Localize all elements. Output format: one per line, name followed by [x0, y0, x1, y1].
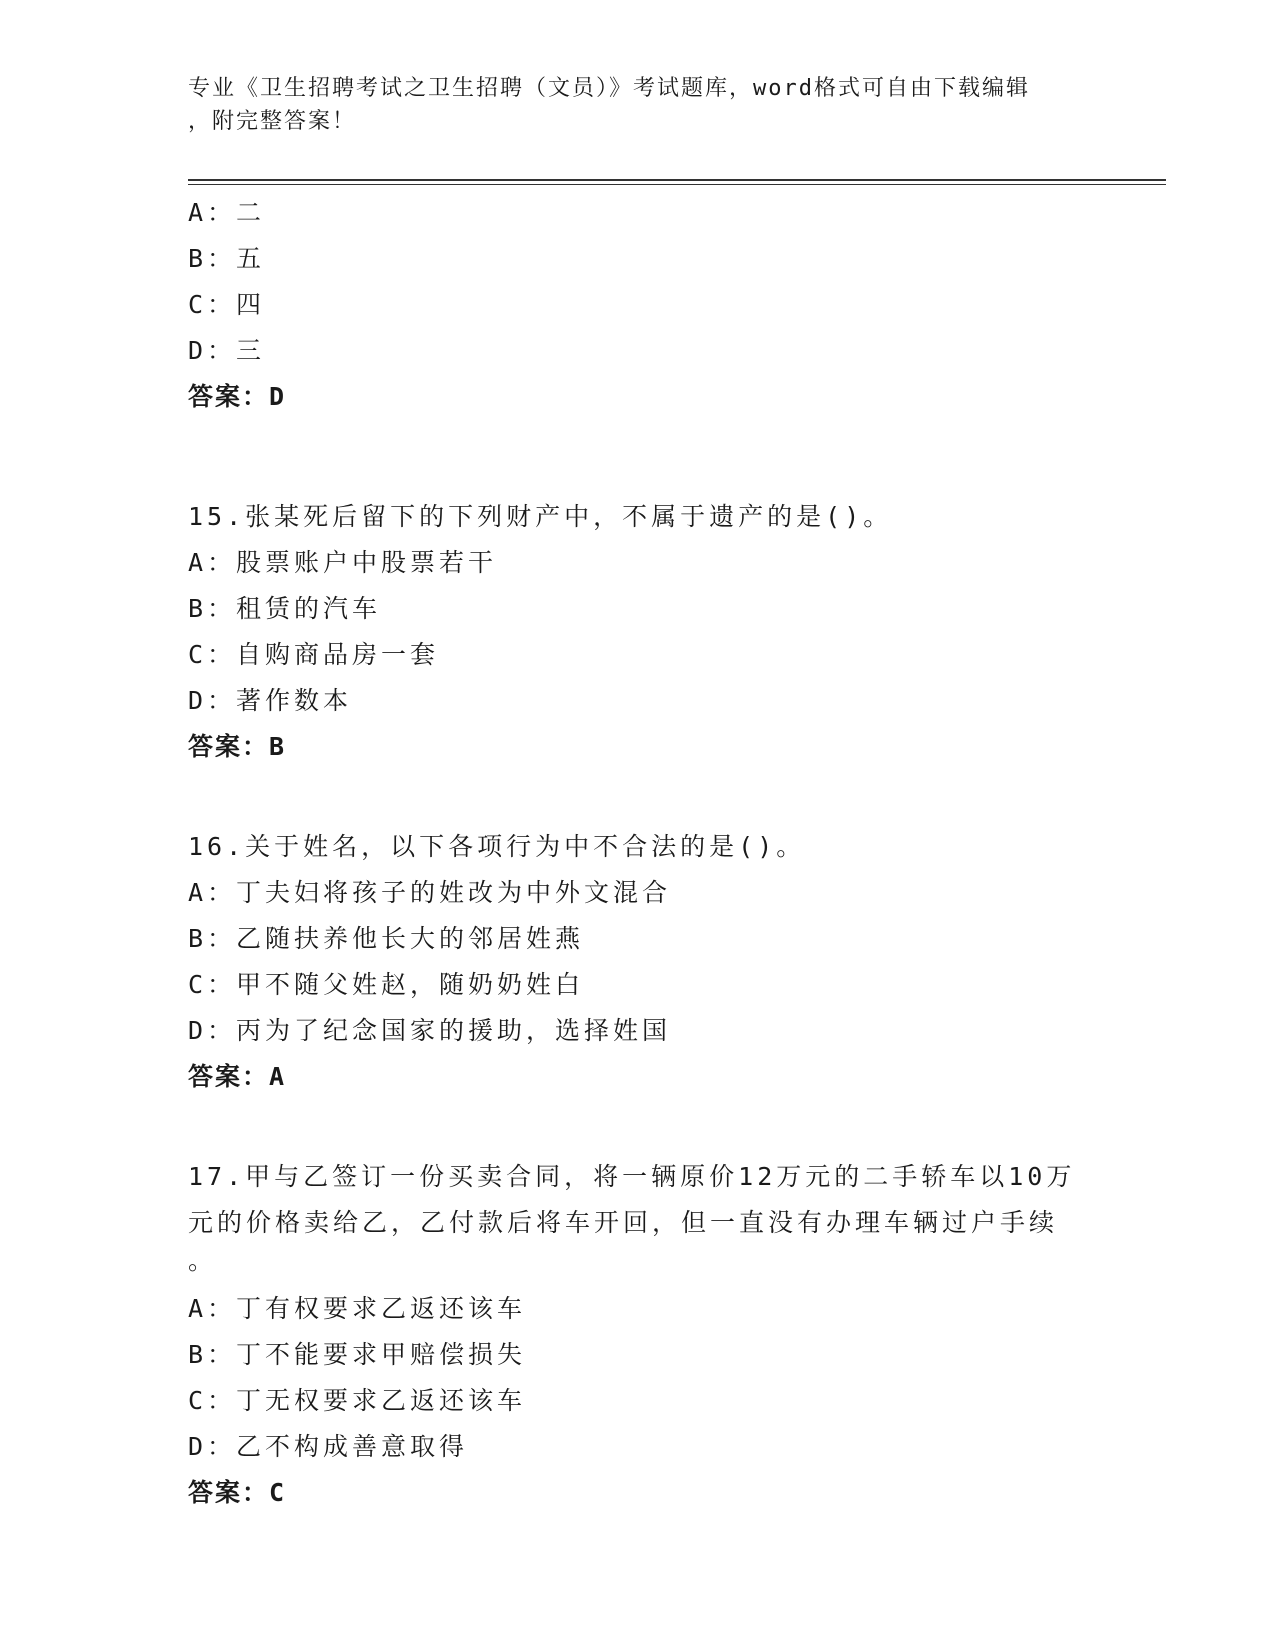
option-b: B：丁不能要求甲赔偿损失: [188, 1340, 527, 1369]
document-header: [188, 72, 1088, 138]
question-17-block: [188, 1154, 1088, 1516]
option-c: C：四: [188, 290, 266, 319]
header-title-line-1: 专业《卫生招聘考试之卫生招聘（文员）》考试题库，word格式可自由下载编辑: [188, 76, 1030, 101]
option-c: C：丁无权要求乙返还该车: [188, 1386, 527, 1415]
header-divider-thin: [188, 184, 1166, 185]
option-d: D：著作数本: [188, 686, 353, 715]
option-c: C：甲不随父姓赵，随奶奶姓白: [188, 970, 585, 999]
header-title-line-2: ，附完整答案！: [188, 109, 357, 134]
answer-line: 答案：C: [188, 1478, 287, 1507]
option-a: A：丁夫妇将孩子的姓改为中外文混合: [188, 878, 672, 907]
question-stem: 元的价格卖给乙，乙付款后将车开回，但一直没有办理车辆过户手续: [188, 1208, 1059, 1237]
question-15-block: [188, 494, 1088, 770]
option-a: A：股票账户中股票若干: [188, 548, 498, 577]
question-stem: 15.张某死后留下的下列财产中，不属于遗产的是()。: [188, 502, 893, 531]
header-divider: [188, 179, 1166, 181]
answer-line: 答案：D: [188, 382, 287, 411]
option-a: A：二: [188, 198, 266, 227]
answer-line: 答案：A: [188, 1062, 287, 1091]
option-b: B：五: [188, 244, 266, 273]
option-c: C：自购商品房一套: [188, 640, 440, 669]
question-14-block: [188, 190, 1088, 420]
question-list: [188, 190, 1088, 1516]
answer-line: 答案：B: [188, 732, 287, 761]
option-a: A：丁有权要求乙返还该车: [188, 1294, 527, 1323]
question-16-block: [188, 824, 1088, 1100]
question-stem: 16.关于姓名，以下各项行为中不合法的是()。: [188, 832, 806, 861]
option-d: D：乙不构成善意取得: [188, 1432, 469, 1461]
option-d: D：三: [188, 336, 266, 365]
question-stem: 17.甲与乙签订一份买卖合同，将一辆原价12万元的二手轿车以10万: [188, 1162, 1076, 1191]
option-b: B：租赁的汽车: [188, 594, 382, 623]
option-d: D：丙为了纪念国家的援助，选择姓国: [188, 1016, 672, 1045]
option-b: B：乙随扶养他长大的邻居姓燕: [188, 924, 585, 953]
question-stem: 。: [188, 1246, 218, 1275]
